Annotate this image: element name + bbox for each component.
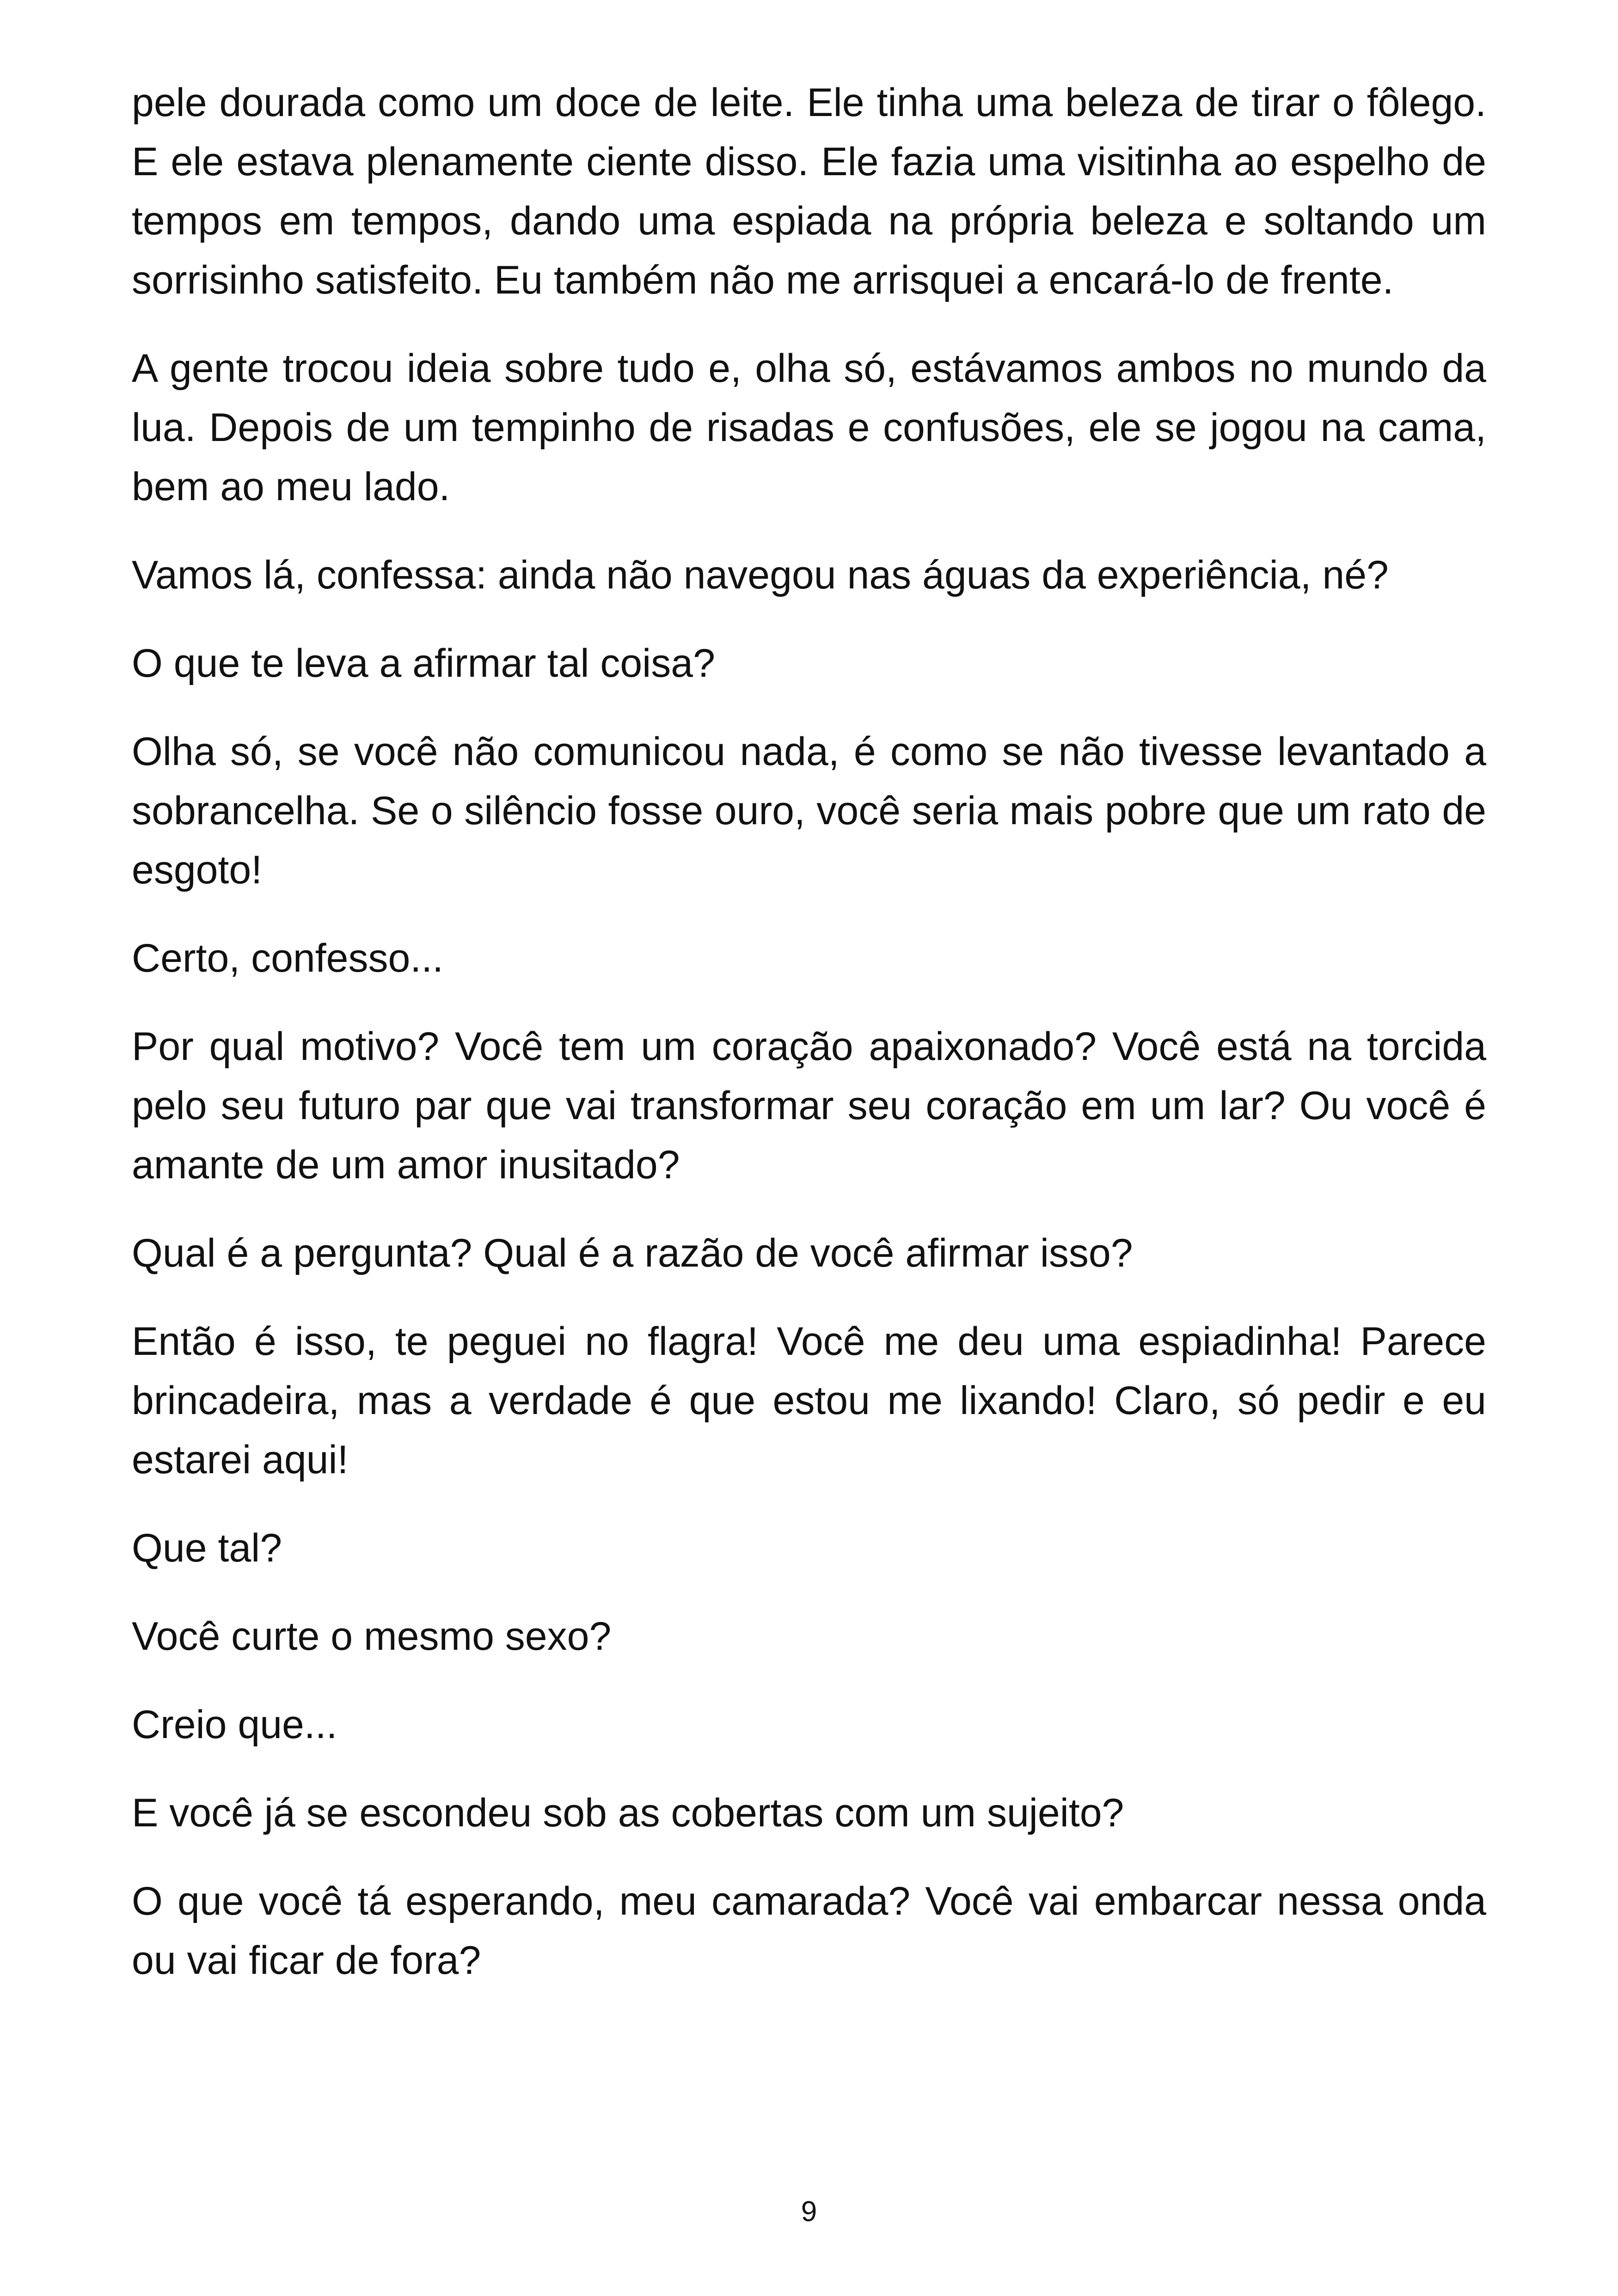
paragraph: Você curte o mesmo sexo?: [132, 1614, 612, 1659]
paragraph: A gente trocou ideia sobre tudo e, olha só, estávamos ambos no mundo da lua. Depois de um tempinho de risadas e confusões, ele se jogou na cama, bem ao meu lado.: [132, 346, 1486, 509]
paragraph: Que tal?: [132, 1526, 282, 1570]
paragraph: O que te leva a afirmar tal coisa?: [132, 641, 715, 686]
page-number: 9: [801, 2196, 817, 2228]
paragraph: Olha só, se você não comunicou nada, é como se não tivesse levantado a sobrancelha. Se o silêncio fosse ouro, você seria mais pobre que um rato de esgoto!: [132, 729, 1486, 892]
paragraph: pele dourada como um doce de leite. Ele tinha uma beleza de tirar o fôlego. E ele estava plenamente ciente disso. Ele fazia uma visitinha ao espelho de tempos em tempos, dando uma espiada na própria beleza e soltando um sorrisinho satisfeito. Eu também não me arrisquei a encará-lo de frente.: [132, 80, 1486, 302]
paragraph: E você já se escondeu sob as cobertas com um sujeito?: [132, 1791, 1124, 1835]
paragraph: Vamos lá, confessa: ainda não navegou nas águas da experiência, né?: [132, 553, 1389, 597]
paragraph: Por qual motivo? Você tem um coração apaixonado? Você está na torcida pelo seu futuro par que vai transformar seu coração em um lar? Ou você é amante de um amor inusitado?: [132, 1024, 1486, 1187]
paragraph: Creio que...: [132, 1702, 337, 1747]
paragraph: Certo, confesso...: [132, 936, 443, 980]
paragraph: O que você tá esperando, meu camarada? Você vai embarcar nessa onda ou vai ficar de fora?: [132, 1879, 1486, 1983]
paragraph: Então é isso, te peguei no flagra! Você me deu uma espiadinha! Parece brincadeira, mas a verdade é que estou me lixando! Claro, só pedir e eu estarei aqui!: [132, 1319, 1486, 1482]
body-text: [132, 73, 1486, 2019]
paragraph: Qual é a pergunta? Qual é a razão de você afirmar isso?: [132, 1231, 1133, 1275]
